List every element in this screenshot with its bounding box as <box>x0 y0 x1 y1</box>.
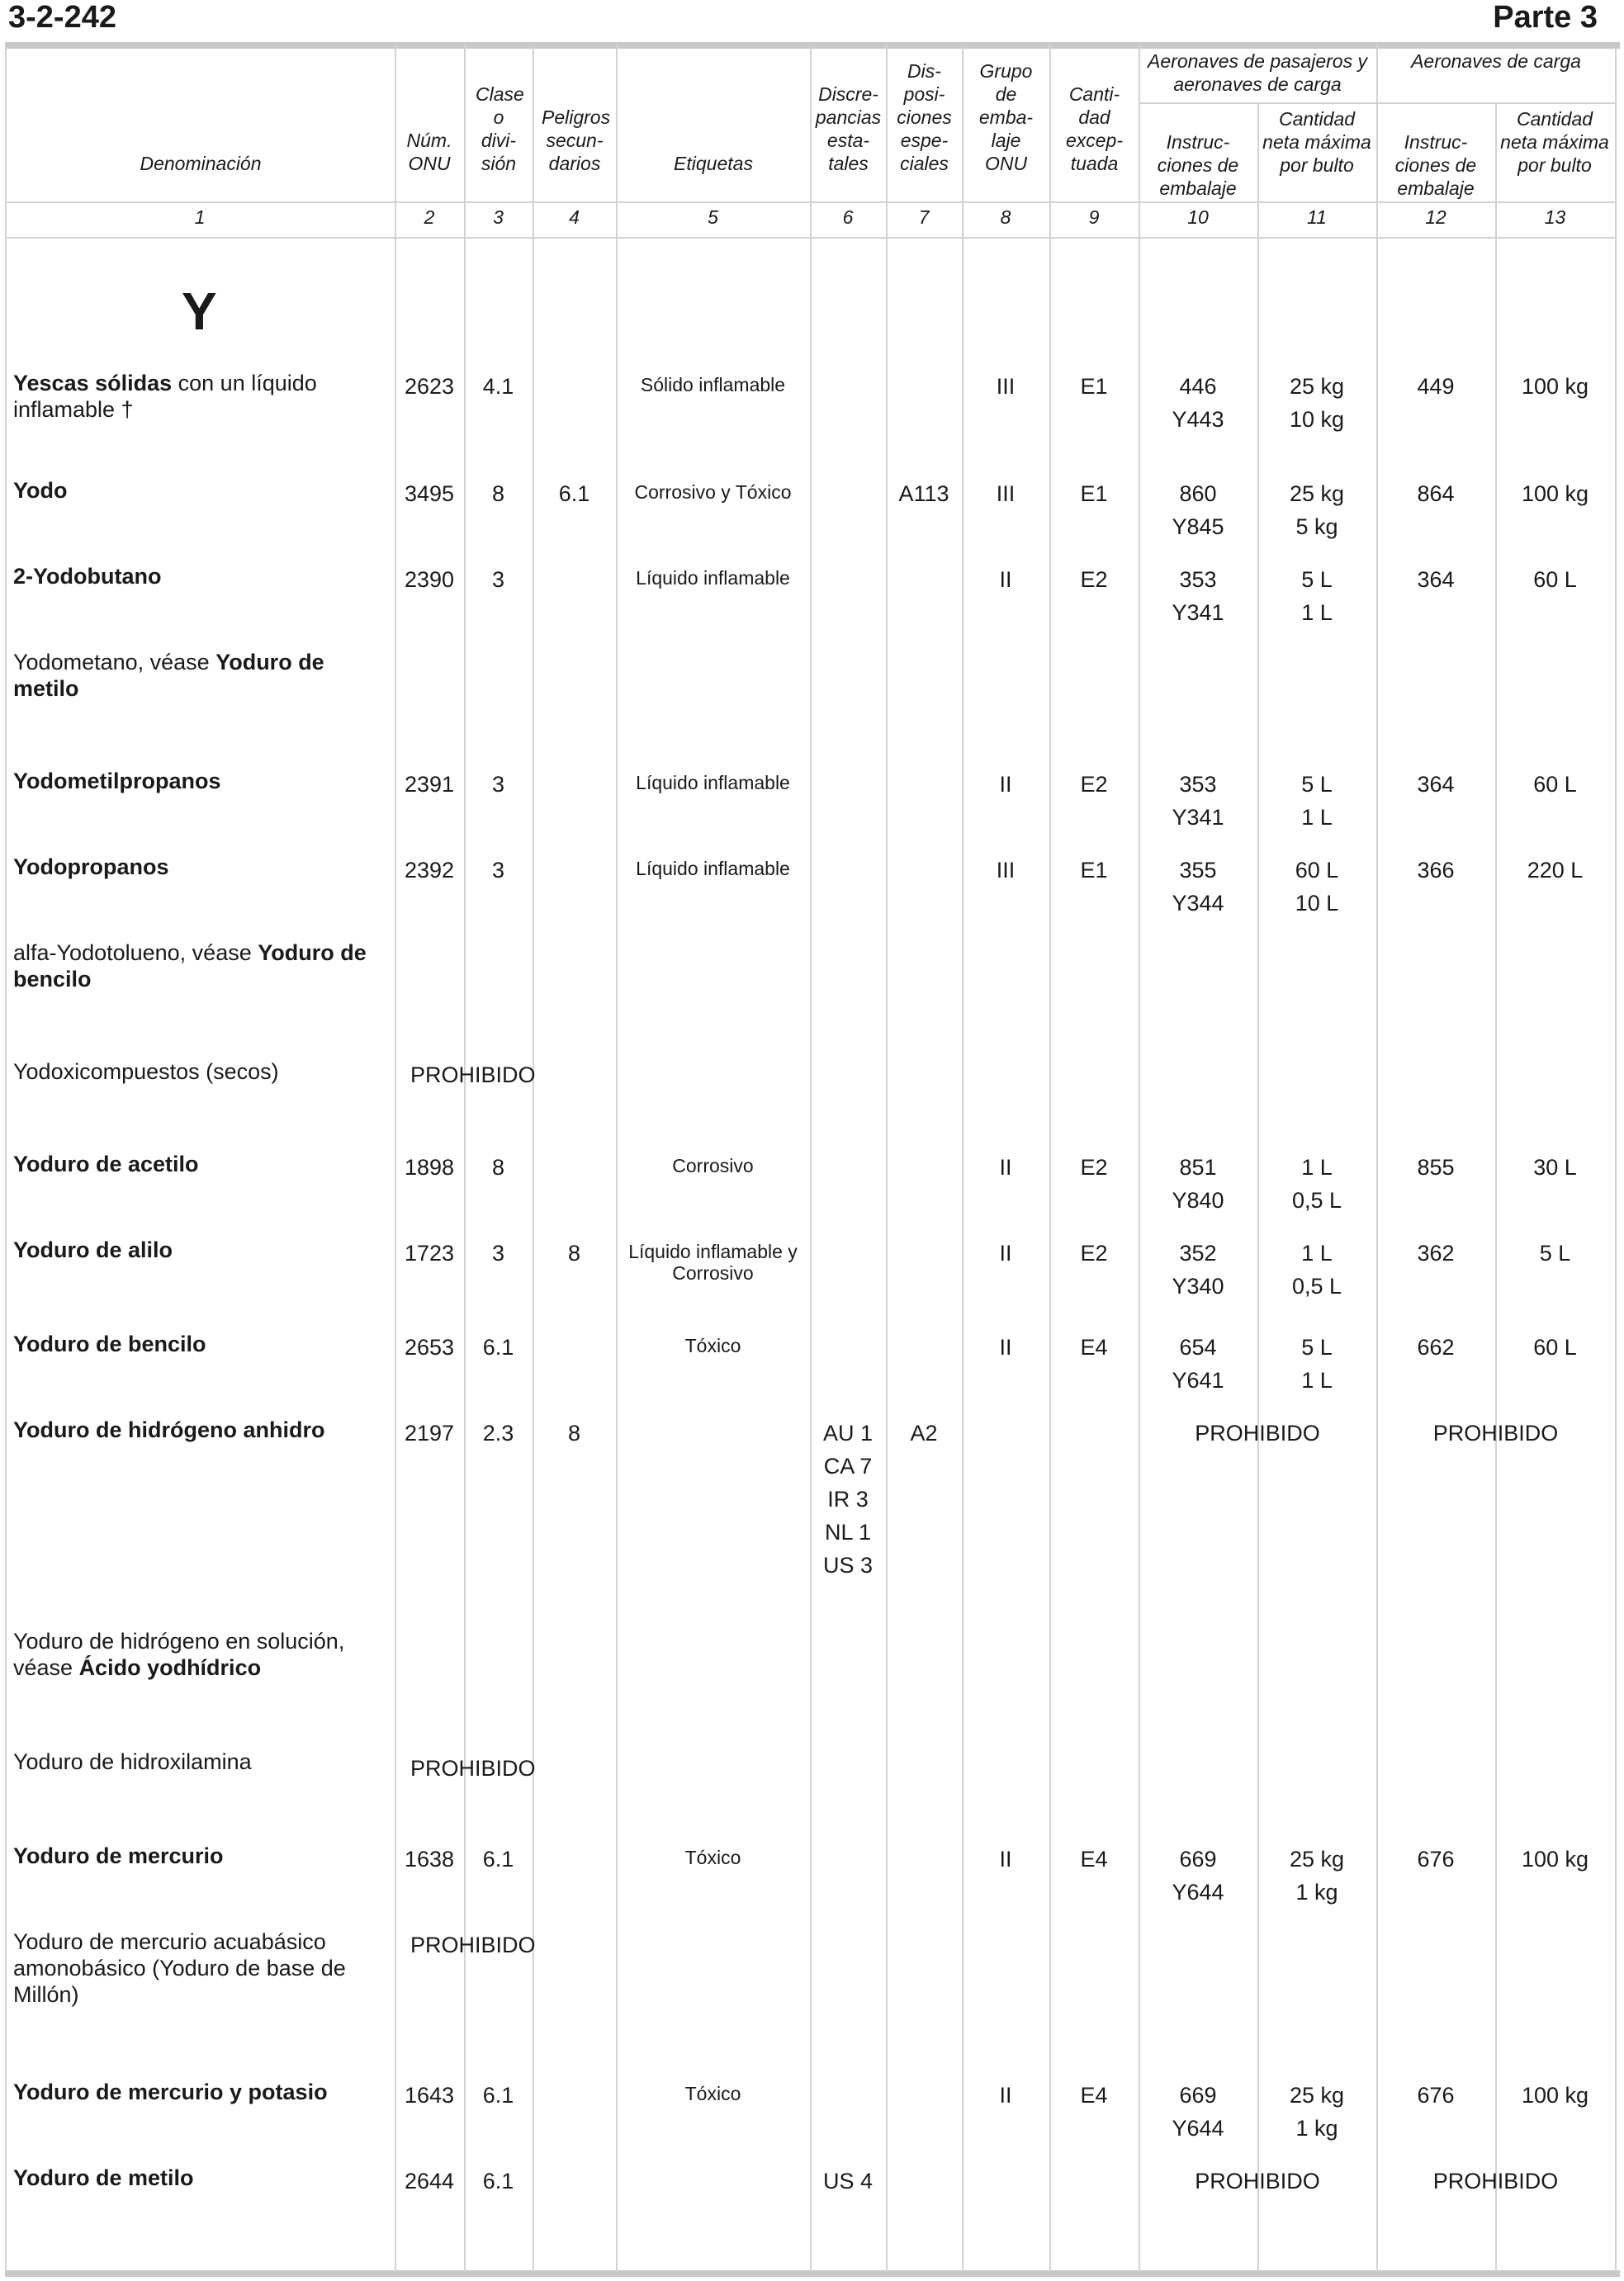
packing-group: II <box>999 1847 1012 1872</box>
label-line-2: Corrosivo <box>672 1262 754 1284</box>
entry-name-bold: Ácido yodhídrico <box>78 1655 262 1680</box>
packing-instruction: 860 <box>1179 481 1217 506</box>
grid-line <box>886 45 888 2272</box>
entry-name-bold: Yoduro de acetilo <box>13 1152 199 1176</box>
column-header-max-quantity: Cantidad neta máxima por bulto <box>1262 108 1371 176</box>
max-quantity: 5 L <box>1301 567 1333 592</box>
packing-group: III <box>996 374 1016 399</box>
cargo-packing-instruction: 364 <box>1417 567 1455 592</box>
column-header-special-provisions-text: Dis- posi- ciones espe- ciales <box>897 60 952 174</box>
column-number: 7 <box>918 206 930 228</box>
entry-name: Yoduro de hidroxilamina <box>13 1749 252 1774</box>
column-header-excepted-text: Canti- dad excep- tuada <box>1065 83 1124 174</box>
column-header-cargo-max-quantity: Cantidad neta máxima por bulto <box>1500 108 1609 176</box>
cargo-packing-instruction: 364 <box>1417 772 1455 797</box>
secondary-hazard: 6.1 <box>558 481 590 506</box>
packing-instruction: 669 <box>1179 1847 1217 1872</box>
cargo-max-quantity: 60 L <box>1533 772 1577 797</box>
excepted-quantity: E1 <box>1080 858 1108 883</box>
column-number: 3 <box>493 206 504 228</box>
grid-line <box>1615 45 1617 2272</box>
column-header-passenger-group: Aeronaves de pasajeros y aeronaves de carga <box>1148 50 1367 95</box>
column-header-labels: Etiquetas <box>674 153 753 174</box>
class: 6.1 <box>482 1335 514 1360</box>
label: Sólido inflamable <box>640 374 786 395</box>
column-number: 6 <box>842 206 854 228</box>
excepted-quantity: E2 <box>1080 567 1108 592</box>
entry-name-bold: Yoduro de metilo <box>13 650 324 701</box>
excepted-quantity: E2 <box>1080 1241 1108 1266</box>
class: 4.1 <box>482 374 514 399</box>
max-quantity-y: 1 L <box>1301 805 1333 830</box>
entry-name-bold: Yoduro de mercurio y potasio <box>13 2080 328 2104</box>
packing-instruction: 446 <box>1179 374 1217 399</box>
entry-name-bold: 2-Yodobutano <box>13 564 162 589</box>
max-quantity-y: 0,5 L <box>1291 1188 1342 1213</box>
special-provision: A2 <box>910 1421 938 1446</box>
label: Tóxico <box>684 1847 741 1868</box>
packing-instruction-y: Y644 <box>1172 2116 1224 2141</box>
un-number: 2197 <box>404 1421 455 1446</box>
grid-line <box>1495 103 1497 2272</box>
entry-name-prefix: Yodometano, véase <box>13 650 216 674</box>
packing-instruction-y: Y644 <box>1172 1880 1224 1905</box>
entry-name <box>13 1843 385 1869</box>
column-number: 10 <box>1187 206 1209 228</box>
max-quantity-y: 0,5 L <box>1291 1274 1342 1299</box>
column-number: 13 <box>1544 206 1566 228</box>
class: 3 <box>491 858 505 883</box>
cargo-max-quantity: 100 kg <box>1521 374 1589 399</box>
excepted-quantity: E4 <box>1080 1335 1108 1360</box>
excepted-quantity: E4 <box>1080 2083 1108 2108</box>
grid-line <box>1139 102 1615 104</box>
column-header-secondary-text: Peligros secun- darios <box>542 106 611 174</box>
cargo-max-quantity: 60 L <box>1533 1335 1577 1360</box>
cargo-packing-instruction: 366 <box>1417 858 1455 883</box>
packing-group: III <box>996 481 1016 506</box>
secondary-hazard: 8 <box>567 1241 581 1266</box>
entry-name <box>13 1237 385 1263</box>
column-header-cargo-packing-instructions: Instruc- ciones de embalaje <box>1394 131 1477 199</box>
column-header-state-variations-text: Discre- pancias esta- tales <box>815 83 882 174</box>
entry-name-bold: Yescas sólidas <box>13 371 173 395</box>
class: 6.1 <box>482 2083 514 2108</box>
cargo-max-quantity: 60 L <box>1533 567 1577 592</box>
entry-name <box>13 2165 385 2191</box>
state-variation: US 4 <box>822 2169 874 2193</box>
column-number: 8 <box>1000 206 1011 228</box>
special-provision: A113 <box>898 481 949 506</box>
un-number: 2653 <box>404 1335 455 1360</box>
cargo-max-quantity: 30 L <box>1533 1155 1577 1180</box>
excepted-quantity: E2 <box>1080 772 1108 797</box>
column-header-special-provisions <box>888 59 961 175</box>
entry-name <box>13 2079 385 2105</box>
label: Líquido inflamable <box>636 772 790 793</box>
un-number: 2391 <box>404 772 455 797</box>
prohibited-text: PROHIBIDO <box>410 1062 536 1087</box>
column-header-class-text: Clase o divi- sión <box>476 83 524 174</box>
packing-instruction-y: Y641 <box>1172 1368 1224 1393</box>
max-quantity-y: 1 kg <box>1295 1880 1338 1905</box>
column-number: 11 <box>1307 206 1327 228</box>
secondary-hazard: 8 <box>567 1421 581 1446</box>
max-quantity: 25 kg <box>1289 374 1345 399</box>
cargo-max-quantity: 100 kg <box>1521 1847 1589 1872</box>
max-quantity-y: 10 kg <box>1289 407 1345 432</box>
entry-name-bold: Yoduro de bencilo <box>13 940 367 991</box>
packing-group: II <box>999 2083 1012 2108</box>
packing-group: II <box>999 1241 1012 1266</box>
packing-group: III <box>996 858 1016 883</box>
packing-group: II <box>999 1335 1012 1360</box>
grid-line <box>810 45 812 2272</box>
label: Líquido inflamable y <box>628 1241 798 1262</box>
column-number: 2 <box>424 206 435 228</box>
un-number: 3495 <box>404 481 455 506</box>
entry-name <box>13 1417 385 1443</box>
entry-name-bold: Yoduro de hidrógeno anhidro <box>13 1417 325 1442</box>
label: Corrosivo <box>672 1155 754 1176</box>
packing-instruction-y: Y341 <box>1172 600 1224 625</box>
column-header-packing-group-text: Grupo de emba- laje ONU <box>978 60 1034 174</box>
max-quantity: 25 kg <box>1289 1847 1345 1872</box>
entry-name <box>13 563 385 589</box>
label: Líquido inflamable <box>636 858 790 879</box>
column-header-packing-group <box>964 59 1049 175</box>
label: Líquido inflamable <box>636 567 790 589</box>
column-header-packing-instructions: Instruc- ciones de embalaje <box>1157 131 1239 199</box>
column-number: 12 <box>1425 206 1446 228</box>
packing-instruction: 353 <box>1179 772 1217 797</box>
class: 3 <box>491 772 505 797</box>
column-number: 1 <box>194 206 206 228</box>
entry-name-rest: con un líquido inflamable † <box>13 371 317 422</box>
max-quantity: 1 L <box>1301 1155 1333 1180</box>
packing-instruction: 353 <box>1179 567 1217 592</box>
packing-group: II <box>999 1155 1012 1180</box>
cargo-prohibited: PROHIBIDO <box>1432 2169 1559 2193</box>
excepted-quantity: E1 <box>1080 374 1108 399</box>
cargo-max-quantity: 220 L <box>1527 858 1584 883</box>
entry-name-bold: Yoduro de metilo <box>13 2165 194 2190</box>
cargo-prohibited: PROHIBIDO <box>1432 1421 1559 1446</box>
entry-name <box>13 1331 385 1357</box>
max-quantity-y: 10 L <box>1295 891 1339 916</box>
cargo-packing-instruction: 362 <box>1417 1241 1455 1266</box>
un-number: 2392 <box>404 858 455 883</box>
packing-instruction: 654 <box>1179 1335 1217 1360</box>
state-variation: AU 1 <box>822 1421 874 1446</box>
column-number: 4 <box>569 206 580 228</box>
un-number: 1723 <box>404 1241 455 1266</box>
packing-instruction-y: Y341 <box>1172 805 1224 830</box>
max-quantity: 1 L <box>1301 1241 1333 1266</box>
max-quantity: 5 L <box>1301 772 1333 797</box>
state-variation: US 3 <box>822 1553 874 1578</box>
entry-name-bold: Yoduro de mercurio <box>13 1843 224 1868</box>
cargo-packing-instruction: 662 <box>1417 1335 1455 1360</box>
section-letter: Y <box>182 282 217 341</box>
cargo-max-quantity: 100 kg <box>1521 2083 1589 2108</box>
class: 2.3 <box>482 1421 514 1446</box>
grid-line <box>5 45 7 2272</box>
packing-instruction: 851 <box>1179 1155 1217 1180</box>
column-number: 9 <box>1088 206 1100 228</box>
entry-name <box>13 649 385 702</box>
passenger-prohibited: PROHIBIDO <box>1195 2169 1320 2193</box>
label: Corrosivo y Tóxico <box>634 481 792 503</box>
column-header-un-text: Núm. ONU <box>406 130 452 174</box>
column-header-secondary <box>534 106 615 175</box>
state-variation: IR 3 <box>827 1487 869 1512</box>
entry-name-bold: Yoduro de alilo <box>13 1238 173 1262</box>
class: 8 <box>491 481 505 506</box>
max-quantity: 60 L <box>1295 858 1339 883</box>
column-header-un <box>396 129 462 175</box>
cargo-packing-instruction: 864 <box>1417 481 1455 506</box>
cargo-packing-instruction: 855 <box>1417 1155 1455 1180</box>
un-number: 1643 <box>404 2083 455 2108</box>
cargo-packing-instruction: 449 <box>1417 374 1455 399</box>
state-variation: NL 1 <box>824 1520 872 1545</box>
page-number: 3-2-242 <box>8 0 116 35</box>
packing-instruction-y: Y845 <box>1172 514 1224 539</box>
packing-instruction: 355 <box>1179 858 1217 883</box>
column-header-state-variations <box>812 83 885 175</box>
un-number: 2623 <box>404 374 455 399</box>
grid-line <box>5 237 1615 239</box>
entry-name-bold: Yodopropanos <box>13 854 169 879</box>
packing-group: II <box>999 567 1012 592</box>
packing-instruction-y: Y340 <box>1172 1274 1224 1299</box>
cargo-packing-instruction: 676 <box>1417 1847 1455 1872</box>
entry-name: Yodoxicompuestos (secos) <box>13 1059 279 1084</box>
un-number: 2644 <box>404 2169 455 2193</box>
excepted-quantity: E2 <box>1080 1155 1108 1180</box>
label: Tóxico <box>684 2083 741 2104</box>
column-header-cargo-group: Aeronaves de carga <box>1411 50 1581 72</box>
class: 3 <box>491 1241 505 1266</box>
column-header-name: Denominación <box>140 153 262 174</box>
max-quantity-y: 1 kg <box>1295 2116 1338 2141</box>
un-number: 1898 <box>404 1155 455 1180</box>
column-header-excepted <box>1051 83 1138 175</box>
max-quantity-y: 1 L <box>1301 600 1333 625</box>
un-number: 2390 <box>404 567 455 592</box>
packing-instruction: 352 <box>1179 1241 1217 1266</box>
entry-name <box>13 477 385 504</box>
max-quantity-y: 5 kg <box>1295 514 1338 539</box>
packing-instruction: 669 <box>1179 2083 1217 2108</box>
prohibited-text: PROHIBIDO <box>410 1756 536 1781</box>
entry-name-prefix: alfa-Yodotolueno, véase <box>13 940 258 965</box>
cargo-packing-instruction: 676 <box>1417 2083 1455 2108</box>
packing-instruction-y: Y344 <box>1172 891 1224 916</box>
max-quantity-y: 1 L <box>1301 1368 1333 1393</box>
grid-line <box>5 201 1615 203</box>
state-variation: CA 7 <box>823 1454 873 1479</box>
cargo-max-quantity: 5 L <box>1539 1241 1571 1266</box>
entry-name <box>13 1151 385 1177</box>
label: Tóxico <box>684 1335 741 1356</box>
excepted-quantity: E1 <box>1080 481 1108 506</box>
packing-group: II <box>999 772 1012 797</box>
entry-name <box>13 1628 385 1681</box>
max-quantity: 25 kg <box>1289 2083 1345 2108</box>
entry-name <box>13 939 385 992</box>
entry-name <box>13 370 385 423</box>
entry-name <box>13 854 385 880</box>
entry-name-bold: Yodometilpropanos <box>13 769 221 793</box>
prohibited-text: PROHIBIDO <box>410 1933 536 1957</box>
max-quantity: 5 L <box>1301 1335 1333 1360</box>
un-number: 1638 <box>404 1847 455 1872</box>
entry-name: Yoduro de mercurio acuabásico amonobásico (Yoduro de base de Millón) <box>13 1929 346 2007</box>
cargo-max-quantity: 100 kg <box>1521 481 1589 506</box>
passenger-prohibited: PROHIBIDO <box>1195 1421 1320 1446</box>
packing-instruction-y: Y840 <box>1172 1188 1224 1213</box>
entry-name-prefix: Yoduro de hidrógeno en solución, véase <box>13 1629 345 1680</box>
max-quantity: 25 kg <box>1289 481 1345 506</box>
class: 6.1 <box>482 2169 514 2193</box>
entry-name-bold: Yodo <box>13 478 68 503</box>
entry-name <box>13 768 385 794</box>
part-label: Parte 3 <box>1493 0 1598 35</box>
column-number: 5 <box>708 206 718 228</box>
class: 8 <box>491 1155 505 1180</box>
column-header-class <box>466 83 532 175</box>
class: 3 <box>491 567 505 592</box>
class: 6.1 <box>482 1847 514 1872</box>
packing-instruction-y: Y443 <box>1172 407 1224 432</box>
excepted-quantity: E4 <box>1080 1847 1108 1872</box>
entry-name-bold: Yoduro de bencilo <box>13 1332 206 1356</box>
